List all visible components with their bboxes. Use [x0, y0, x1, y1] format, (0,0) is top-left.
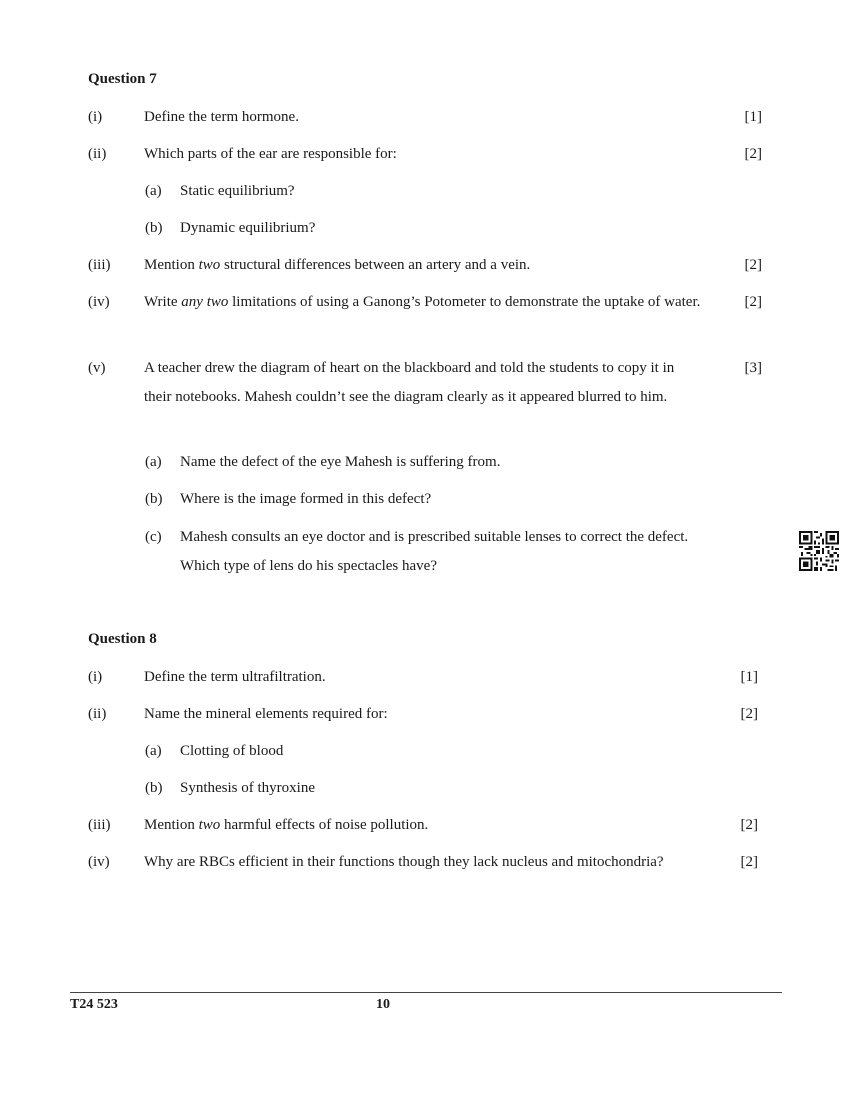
q7-v-a-text: Name the defect of the eye Mahesh is suffering from.	[180, 454, 501, 470]
q7-ii-text: Which parts of the ear are responsible for:	[144, 146, 397, 162]
q8-i-text: Define the term ultrafiltration.	[144, 669, 326, 685]
q8-ii-a-number: (a)	[145, 743, 162, 759]
q7-iii-number: (iii)	[88, 257, 111, 273]
footer-divider	[70, 992, 782, 993]
qr-code-icon	[799, 531, 839, 571]
q7-ii-a-number: (a)	[145, 183, 162, 199]
q8-ii-b-number: (b)	[145, 780, 163, 796]
q7-iii-marks: [2]	[744, 257, 762, 273]
question-7-heading: Question 7	[88, 71, 157, 87]
question-8-heading: Question 8	[88, 631, 157, 647]
q7-ii-b-text: Dynamic equilibrium?	[180, 220, 316, 236]
q7-v-c-text: Mahesh consults an eye doctor and is prescribed suitable lenses to correct the defect. Which type of lens do his spectacles have?	[180, 529, 689, 574]
q7-v-a-number: (a)	[145, 454, 162, 470]
q8-iv-text: Why are RBCs efficient in their functions though they lack nucleus and mitochondria?	[144, 854, 664, 870]
q7-i-text: Define the term hormone.	[144, 109, 299, 125]
q7-ii-number: (ii)	[88, 146, 107, 162]
page-number: 10	[376, 997, 390, 1012]
q8-ii-number: (ii)	[88, 706, 107, 722]
paper-code: T24 523	[70, 997, 118, 1012]
q7-v-number: (v)	[88, 360, 106, 376]
q8-ii-a-text: Clotting of blood	[180, 743, 284, 759]
q7-v-b-number: (b)	[145, 491, 163, 507]
q7-ii-b-number: (b)	[145, 220, 163, 236]
q8-iv-marks: [2]	[740, 854, 758, 870]
q7-v-c-number: (c)	[145, 529, 162, 545]
q8-i-marks: [1]	[740, 669, 758, 685]
q7-iv-marks: [2]	[744, 294, 762, 310]
q8-ii-text: Name the mineral elements required for:	[144, 706, 388, 722]
q7-iii-text: Mention two structural differences between an artery and a vein.	[144, 257, 531, 273]
q7-v-marks: [3]	[744, 360, 762, 376]
q8-ii-b-text: Synthesis of thyroxine	[180, 780, 315, 796]
q7-v-b-text: Where is the image formed in this defect?	[180, 491, 432, 507]
q7-iv-text: Write any two limitations of using a Ganong’s Potometer to demonstrate the uptake of water.	[144, 294, 701, 310]
q8-iii-marks: [2]	[740, 817, 758, 833]
q8-i-number: (i)	[88, 669, 103, 685]
q7-i-marks: [1]	[744, 109, 762, 125]
q8-iii-text: Mention two harmful effects of noise pollution.	[144, 817, 429, 833]
q7-i-number: (i)	[88, 109, 103, 125]
q7-ii-a-text: Static equilibrium?	[180, 183, 295, 199]
q7-ii-marks: [2]	[744, 146, 762, 162]
q8-ii-marks: [2]	[740, 706, 758, 722]
q7-v-text: A teacher drew the diagram of heart on the blackboard and told the students to copy it in their notebooks. Mahesh couldn’t see the diagram clearly as it appeared blurred to him.	[144, 360, 675, 405]
q8-iv-number: (iv)	[88, 854, 110, 870]
q8-iii-number: (iii)	[88, 817, 111, 833]
q7-iv-number: (iv)	[88, 294, 110, 310]
